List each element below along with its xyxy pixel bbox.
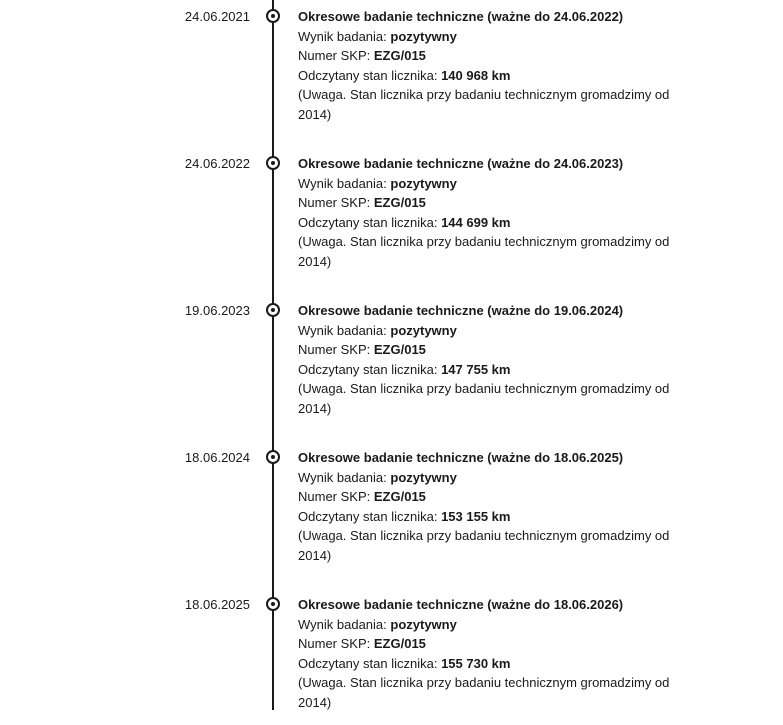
- timeline-entry: [0, 154, 783, 284]
- odometer-note: (Uwaga. Stan licznika przy badaniu technicznym gromadzimy od 2014): [298, 381, 670, 416]
- odometer-row: [298, 66, 683, 86]
- result-row: [298, 321, 683, 341]
- skp-value: EZG/015: [373, 48, 426, 63]
- odometer-value: 153 155 km: [441, 508, 511, 524]
- skp-value: EZG/015: [373, 636, 426, 651]
- skp-row: [298, 634, 683, 654]
- timeline-dot-icon: [266, 597, 280, 611]
- result-value: pozytywny: [390, 322, 457, 338]
- result-row: [298, 615, 683, 635]
- entry-title: Okresowe badanie techniczne (ważne do 19.06.2024): [298, 303, 624, 318]
- result-row: [298, 27, 683, 47]
- result-row: [298, 174, 683, 194]
- skp-label: Numer SKP:: [298, 636, 371, 651]
- skp-value: EZG/015: [373, 195, 426, 210]
- result-value: pozytywny: [390, 616, 457, 632]
- odometer-value: 147 755 km: [441, 361, 511, 377]
- result-label: Wynik badania:: [298, 616, 387, 632]
- entry-date: 18.06.2024: [184, 450, 250, 465]
- entry-body: [298, 301, 683, 418]
- entry-date: 24.06.2022: [184, 156, 250, 171]
- result-row: [298, 468, 683, 488]
- timeline-dot-icon: [266, 9, 280, 23]
- result-label: Wynik badania:: [298, 322, 387, 338]
- odometer-row: [298, 360, 683, 380]
- entry-body: [298, 448, 683, 565]
- odometer-value: 140 968 km: [441, 67, 511, 83]
- odometer-note: (Uwaga. Stan licznika przy badaniu technicznym gromadzimy od 2014): [298, 234, 670, 269]
- odometer-note: (Uwaga. Stan licznika przy badaniu technicznym gromadzimy od 2014): [298, 675, 670, 710]
- entry-title: Okresowe badanie techniczne (ważne do 18.06.2026): [298, 597, 624, 612]
- result-label: Wynik badania:: [298, 469, 387, 485]
- skp-row: [298, 487, 683, 507]
- result-value: pozytywny: [390, 175, 457, 191]
- result-value: pozytywny: [390, 28, 457, 44]
- entry-title: Okresowe badanie techniczne (ważne do 24.06.2023): [298, 156, 624, 171]
- entry-body: [298, 7, 683, 124]
- odometer-note: (Uwaga. Stan licznika przy badaniu technicznym gromadzimy od 2014): [298, 528, 670, 563]
- skp-row: [298, 340, 683, 360]
- skp-row: [298, 193, 683, 213]
- odometer-value: 144 699 km: [441, 214, 511, 230]
- result-value: pozytywny: [390, 469, 457, 485]
- skp-label: Numer SKP:: [298, 48, 371, 63]
- timeline-entry: [0, 7, 783, 137]
- timeline-dot-icon: [266, 156, 280, 170]
- odometer-label: Odczytany stan licznika:: [298, 214, 438, 230]
- skp-row: [298, 46, 683, 66]
- odometer-label: Odczytany stan licznika:: [298, 67, 438, 83]
- result-label: Wynik badania:: [298, 175, 387, 191]
- odometer-row: [298, 507, 683, 527]
- entry-date: 24.06.2021: [184, 9, 250, 24]
- entry-title: Okresowe badanie techniczne (ważne do 18.06.2025): [298, 450, 624, 465]
- odometer-label: Odczytany stan licznika:: [298, 361, 438, 377]
- skp-label: Numer SKP:: [298, 342, 371, 357]
- entry-body: [298, 595, 683, 712]
- odometer-note: (Uwaga. Stan licznika przy badaniu technicznym gromadzimy od 2014): [298, 87, 670, 122]
- skp-value: EZG/015: [373, 489, 426, 504]
- entry-body: [298, 154, 683, 271]
- skp-value: EZG/015: [373, 342, 426, 357]
- timeline-entry: [0, 595, 783, 725]
- result-label: Wynik badania:: [298, 28, 387, 44]
- odometer-label: Odczytany stan licznika:: [298, 508, 438, 524]
- odometer-value: 155 730 km: [441, 655, 511, 671]
- timeline-dot-icon: [266, 303, 280, 317]
- entry-date: 19.06.2023: [184, 303, 250, 318]
- timeline-entry: [0, 301, 783, 431]
- skp-label: Numer SKP:: [298, 489, 371, 504]
- odometer-row: [298, 213, 683, 233]
- skp-label: Numer SKP:: [298, 195, 371, 210]
- timeline-dot-icon: [266, 450, 280, 464]
- timeline-entry: [0, 448, 783, 578]
- entry-date: 18.06.2025: [184, 597, 250, 612]
- odometer-row: [298, 654, 683, 674]
- entry-title: Okresowe badanie techniczne (ważne do 24.06.2022): [298, 9, 624, 24]
- odometer-label: Odczytany stan licznika:: [298, 655, 438, 671]
